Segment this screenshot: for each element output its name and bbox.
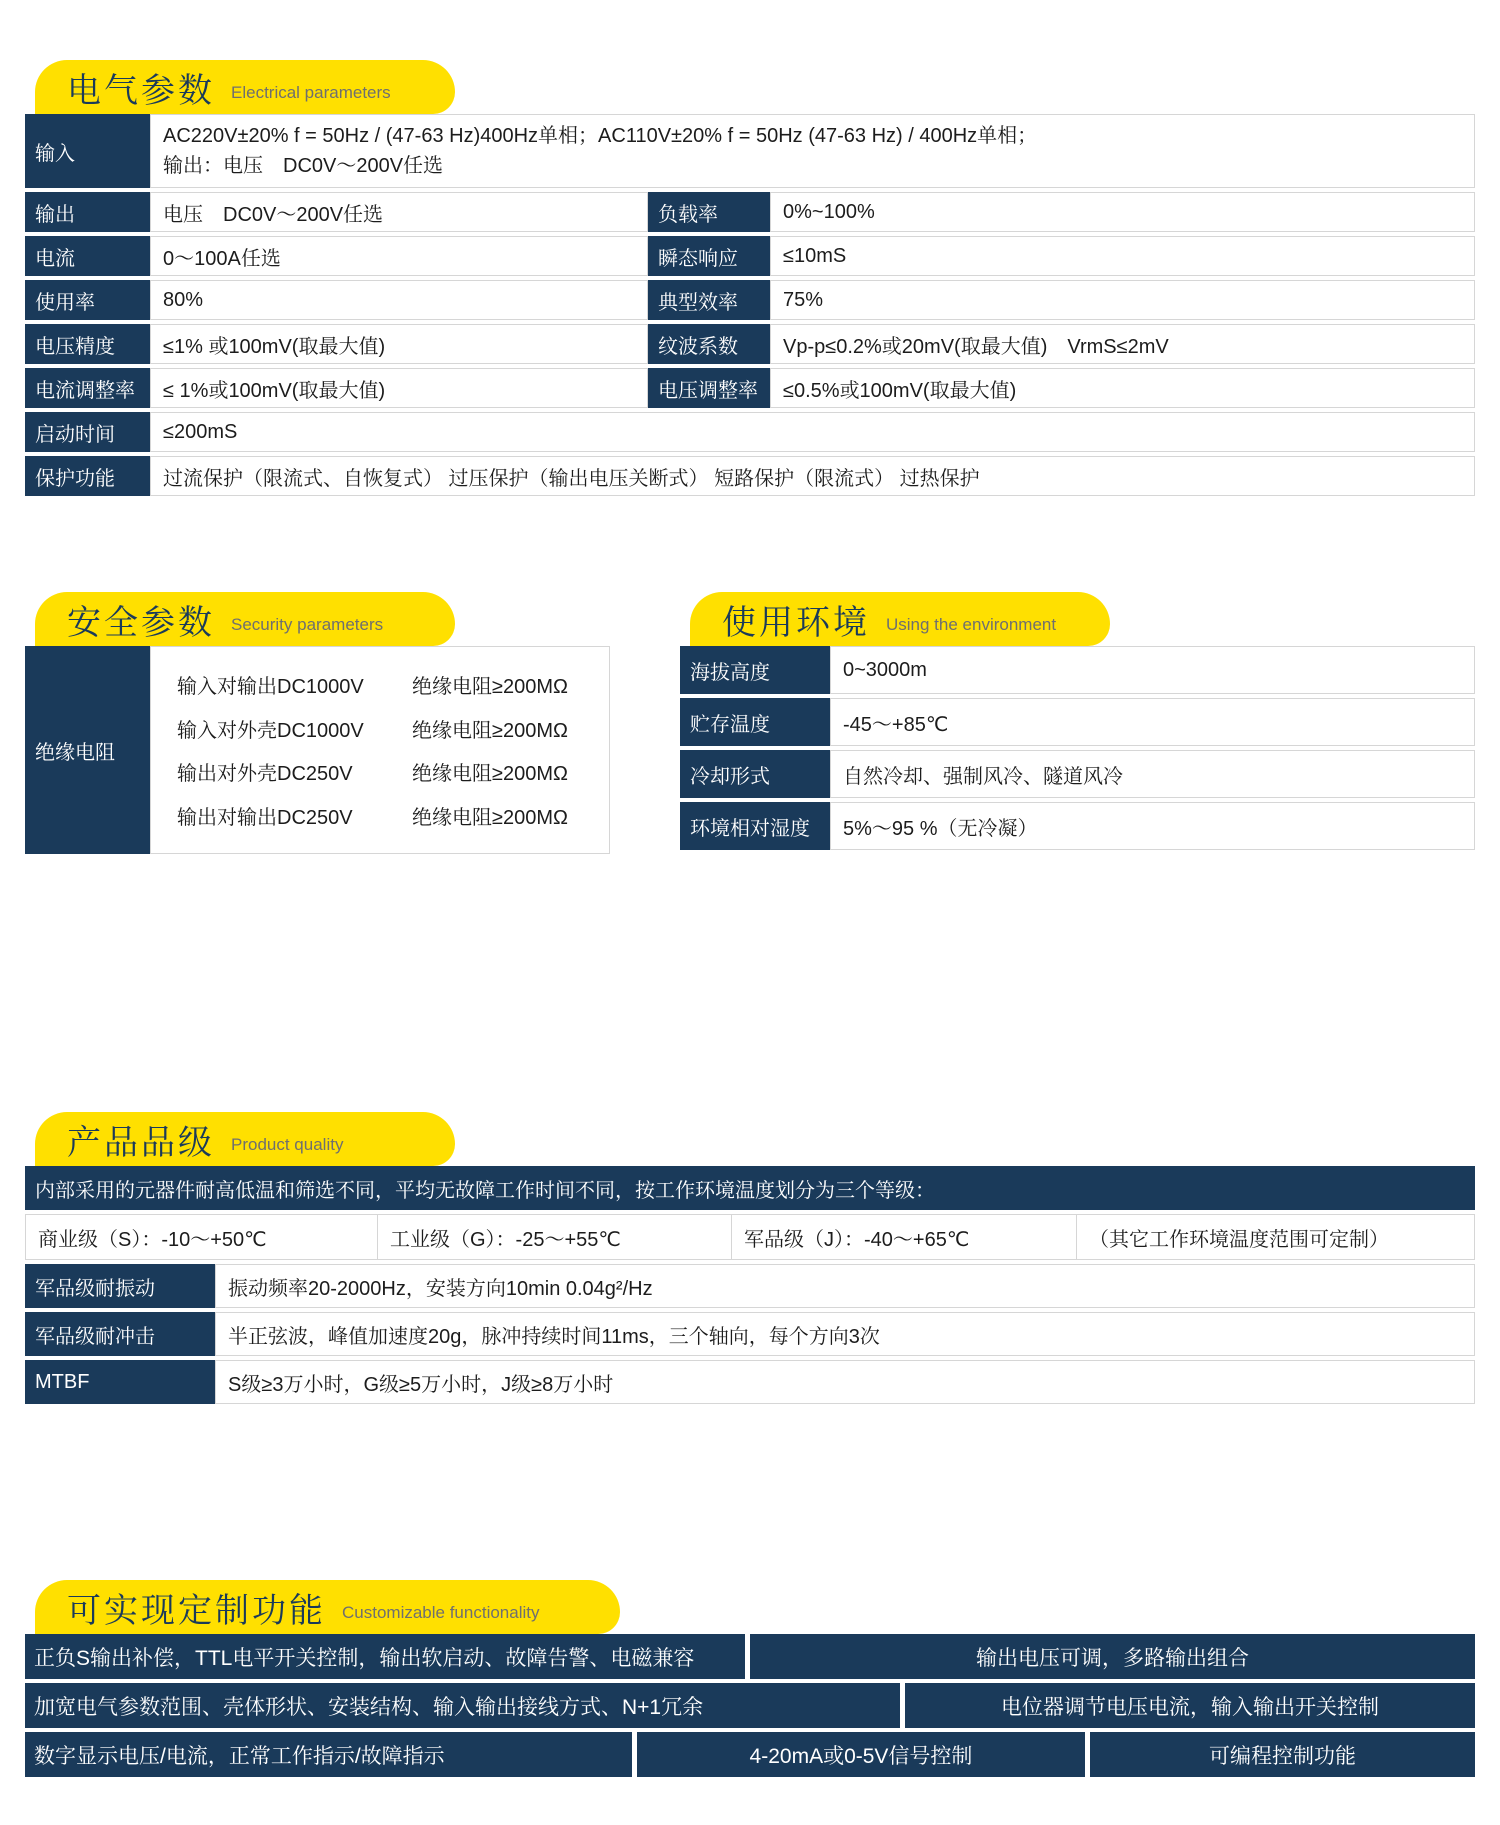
row-value: -45～+85℃ bbox=[830, 698, 1475, 746]
section-customizable-functionality bbox=[25, 1580, 1475, 1777]
row-label: 输出 bbox=[25, 192, 150, 232]
row-value: ≤200mS bbox=[150, 412, 1475, 452]
section-header-electrical bbox=[35, 60, 455, 114]
custom-feature-cell: 可编程控制功能 bbox=[1090, 1732, 1475, 1777]
row-label: 电流调整率 bbox=[25, 368, 150, 408]
section-title: 电气参数 bbox=[67, 71, 215, 110]
row-label: 环境相对湿度 bbox=[680, 802, 830, 850]
table-row bbox=[25, 1312, 1475, 1356]
row-value: 75% bbox=[770, 280, 1475, 320]
table-row bbox=[25, 324, 1475, 364]
row-label: 贮存温度 bbox=[680, 698, 830, 746]
table-row bbox=[25, 1360, 1475, 1404]
table-row bbox=[25, 456, 1475, 496]
table-row bbox=[25, 192, 1475, 232]
row-label: 纹波系数 bbox=[648, 324, 770, 364]
test-condition: 输出对外壳DC250V bbox=[177, 763, 353, 786]
security-table bbox=[25, 646, 610, 854]
row-label: 输入 bbox=[25, 114, 150, 188]
grade-cell: 军品级（J）：-40～+65℃ bbox=[732, 1214, 1077, 1260]
section-title: 产品品级 bbox=[67, 1123, 215, 1162]
grade-cell: （其它工作环境温度范围可定制） bbox=[1077, 1214, 1475, 1260]
section-title: 可实现定制功能 bbox=[67, 1591, 326, 1630]
test-result: 绝缘电阻≥200MΩ bbox=[412, 806, 568, 829]
section-security-parameters bbox=[25, 592, 610, 854]
electrical-table bbox=[25, 114, 1475, 496]
insulation-line bbox=[177, 801, 609, 830]
row-label: 冷却形式 bbox=[680, 750, 830, 798]
table-row bbox=[680, 802, 1475, 850]
table-row bbox=[680, 750, 1475, 798]
quality-grades-row bbox=[25, 1214, 1475, 1260]
table-row bbox=[25, 368, 1475, 408]
environment-table bbox=[680, 646, 1475, 850]
section-header-environment bbox=[690, 592, 1110, 646]
row-value: 5%～95 %（无冷凝） bbox=[830, 802, 1475, 850]
row-label: 保护功能 bbox=[25, 456, 150, 496]
custom-row bbox=[25, 1634, 1475, 1679]
row-value: ≤10mS bbox=[770, 236, 1475, 276]
section-header-security bbox=[35, 592, 455, 646]
row-value: 0%~100% bbox=[770, 192, 1475, 232]
row-value: Vp-p≤0.2%或20mV(取最大值) VrmS≤2mV bbox=[770, 324, 1475, 364]
row-label: 典型效率 bbox=[648, 280, 770, 320]
row-value: ≤0.5%或100mV(取最大值) bbox=[770, 368, 1475, 408]
row-label: 电压精度 bbox=[25, 324, 150, 364]
quality-banner: 内部采用的元器件耐高低温和筛选不同，平均无故障工作时间不同，按工作环境温度划分为三个等级： bbox=[25, 1166, 1475, 1210]
row-label: 电流 bbox=[25, 236, 150, 276]
custom-row bbox=[25, 1732, 1475, 1777]
row-value: S级≥3万小时，G级≥5万小时，J级≥8万小时 bbox=[215, 1360, 1475, 1404]
section-subtitle: Electrical parameters bbox=[231, 83, 391, 102]
custom-feature-cell: 输出电压可调，多路输出组合 bbox=[750, 1634, 1475, 1679]
row-label: 负载率 bbox=[648, 192, 770, 232]
row-label: 绝缘电阻 bbox=[25, 646, 150, 854]
row-value bbox=[150, 114, 1475, 188]
insulation-line bbox=[177, 757, 609, 786]
section-subtitle: Customizable functionality bbox=[342, 1603, 540, 1622]
test-condition: 输入对输出DC1000V bbox=[177, 676, 364, 699]
custom-row bbox=[25, 1683, 1475, 1728]
custom-feature-cell: 正负S输出补偿，TTL电平开关控制，输出软启动、故障告警、电磁兼容 bbox=[25, 1634, 745, 1679]
test-condition: 输出对输出DC250V bbox=[177, 806, 353, 829]
row-value: 0～100A任选 bbox=[150, 236, 648, 276]
row-value: 0~3000m bbox=[830, 646, 1475, 694]
table-row bbox=[680, 646, 1475, 694]
table-row bbox=[25, 280, 1475, 320]
insulation-line bbox=[177, 714, 609, 743]
custom-feature-cell: 4-20mA或0-5V信号控制 bbox=[637, 1732, 1085, 1777]
grade-cell: 商业级（S）：-10～+50℃ bbox=[25, 1214, 378, 1260]
section-title: 安全参数 bbox=[67, 603, 215, 642]
custom-feature-cell: 电位器调节电压电流，输入输出开关控制 bbox=[905, 1683, 1475, 1728]
test-result: 绝缘电阻≥200MΩ bbox=[412, 763, 568, 786]
input-spec-line2: 输出：电压 DC0V～200V任选 bbox=[163, 155, 444, 177]
section-subtitle: Product quality bbox=[231, 1135, 344, 1154]
table-row bbox=[25, 1264, 1475, 1308]
row-label: 军品级耐振动 bbox=[25, 1264, 215, 1308]
section-electrical-parameters bbox=[25, 60, 1475, 496]
test-condition: 输入对外壳DC1000V bbox=[177, 719, 364, 742]
security-values bbox=[150, 646, 610, 854]
section-subtitle: Using the environment bbox=[886, 615, 1057, 634]
custom-feature-cell: 加宽电气参数范围、壳体形状、安装结构、输入输出接线方式、N+1冗余 bbox=[25, 1683, 900, 1728]
row-value: 过流保护（限流式、自恢复式） 过压保护（输出电压关断式） 短路保护（限流式） 过热保护 bbox=[150, 456, 1475, 496]
row-label: 电压调整率 bbox=[648, 368, 770, 408]
row-label: 瞬态响应 bbox=[648, 236, 770, 276]
section-product-quality bbox=[25, 1112, 1475, 1404]
section-header-quality bbox=[35, 1112, 455, 1166]
row-value: ≤1% 或100mV(取最大值) bbox=[150, 324, 648, 364]
test-result: 绝缘电阻≥200MΩ bbox=[412, 719, 568, 742]
row-label: 海拔高度 bbox=[680, 646, 830, 694]
table-row bbox=[680, 698, 1475, 746]
row-label: 使用率 bbox=[25, 280, 150, 320]
insulation-line bbox=[177, 670, 609, 699]
row-value: 80% bbox=[150, 280, 648, 320]
table-row bbox=[25, 412, 1475, 452]
row-label: MTBF bbox=[25, 1360, 215, 1404]
section-using-environment bbox=[680, 592, 1475, 854]
row-value: 电压 DC0V～200V任选 bbox=[150, 192, 648, 232]
row-label: 军品级耐冲击 bbox=[25, 1312, 215, 1356]
table-row bbox=[25, 236, 1475, 276]
section-title: 使用环境 bbox=[722, 603, 870, 642]
section-header-custom bbox=[35, 1580, 620, 1634]
section-subtitle: Security parameters bbox=[231, 615, 384, 634]
row-value: ≤ 1%或100mV(取最大值) bbox=[150, 368, 648, 408]
grade-cell: 工业级（G）：-25～+55℃ bbox=[378, 1214, 732, 1260]
row-label: 启动时间 bbox=[25, 412, 150, 452]
row-value: 自然冷却、强制风冷、隧道风冷 bbox=[830, 750, 1475, 798]
row-value: 振动频率20-2000Hz，安装方向10min 0.04g²/Hz bbox=[215, 1264, 1475, 1308]
test-result: 绝缘电阻≥200MΩ bbox=[412, 676, 568, 699]
custom-feature-cell: 数字显示电压/电流，正常工作指示/故障指示 bbox=[25, 1732, 632, 1777]
row-value: 半正弦波，峰值加速度20g，脉冲持续时间11ms，三个轴向，每个方向3次 bbox=[215, 1312, 1475, 1356]
section-middle bbox=[25, 592, 1475, 854]
table-row bbox=[25, 114, 1475, 188]
input-spec-line1: AC220V±20% f = 50Hz / (47-63 Hz)400Hz单相；AC110V±20% f = 50Hz (47-63 Hz) / 400Hz单相； bbox=[163, 125, 1038, 147]
